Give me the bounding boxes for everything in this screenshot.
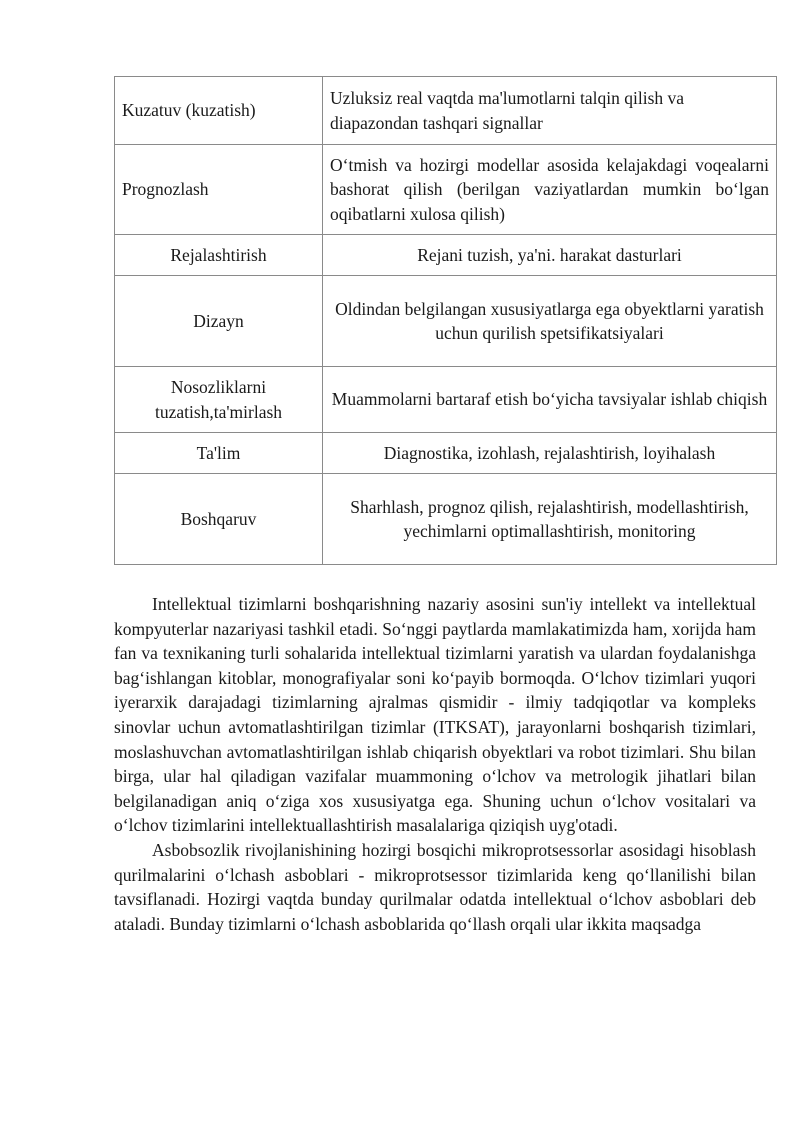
- table-cell-task: Ta'lim: [115, 433, 323, 474]
- table-cell-task: Prognozlash: [115, 145, 323, 235]
- table-cell-description: Muammolarni bartaraf etish bo‘yicha tavsiyalar ishlab chiqish: [323, 367, 777, 433]
- table-cell-task: Boshqaruv: [115, 474, 323, 565]
- table-row: [115, 235, 777, 276]
- table-cell-description: Sharhlash, prognoz qilish, rejalashtirish, modellashtirish, yechimlarni optimallashtirish, monitoring: [323, 474, 777, 565]
- table-cell-task: Dizayn: [115, 276, 323, 367]
- table-row: [115, 474, 777, 565]
- paragraph: Intellektual tizimlarni boshqarishning nazariy asosini sun'iy intellekt va intellektual kompyuterlar nazariyasi tashkil etadi. So‘nggi paytlarda mamlakatimizda ham, xorijda ham fan va texnikaning turli sohalarida intellektual tizimlarni yaratish va ulardan foydalanishga bag‘ishlangan kitoblar, monografiyalar soni ko‘payib bormoqda. O‘lchov tizimlari yuqori iyerarxik darajadagi tizimlarning ajralmas qismidir - ilmiy tadqiqotlar va kompleks sinovlar uchun avtomatlashtirilgan tizimlar (ITKSAT), jarayonlarni boshqarish tizimlari, moslashuvchan avtomatlashtirilgan ishlab chiqarish obyektlari va robot tizimlari. Shu bilan birga, ular hal qiladigan vazifalar muammoning o‘lchov va metrologik jihatlari bilan belgilanadigan aniq o‘ziga xos xususiyatga ega. Shuning uchun o‘lchov vositalari va o‘lchov tizimlarini intellektuallashtirish masalalariga qiziqish uyg'otadi.: [114, 594, 756, 836]
- paragraph: Asbobsozlik rivojlanishining hozirgi bosqichi mikroprotsessorlar asosidagi hisoblash qurilmalarini o‘lchash asboblari - mikroprotsessor tizimlarida keng qo‘llanilishi bilan tavsiflanadi. Hozirgi vaqtda bunday qurilmalar odatda intellektual o‘lchov asboblari deb ataladi. Bunday tizimlarni o‘lchash asboblarida qo‘llash orqali ular ikkita maqsadga: [114, 839, 756, 934]
- table-cell-description: Diagnostika, izohlash, rejalashtirish, loyihalash: [323, 433, 777, 474]
- table-cell-task: Rejalashtirish: [115, 235, 323, 276]
- table-row: [115, 145, 777, 235]
- table-cell-description: Oldindan belgilangan xususiyatlarga ega obyektlarni yaratish uchun qurilish spetsifikatsiyalari: [323, 276, 777, 367]
- table-cell-task: Nosozliklarni tuzatish,ta'mirlash: [115, 367, 323, 433]
- functions-table: [114, 76, 777, 565]
- body-text: [114, 592, 756, 936]
- table-cell-description: O‘tmish va hozirgi modellar asosida kelajakdagi voqealarni bashorat qilish (berilgan vaziyatlardan mumkin bo‘lgan oqibatlarni xulosa qilish): [323, 145, 777, 235]
- table-row: [115, 276, 777, 367]
- table-row: [115, 77, 777, 145]
- table-cell-description: Rejani tuzish, ya'ni. harakat dasturlari: [323, 235, 777, 276]
- table-cell-description: Uzluksiz real vaqtda ma'lumotlarni talqin qilish va diapazondan tashqari signallar: [323, 77, 777, 145]
- table-cell-task: Kuzatuv (kuzatish): [115, 77, 323, 145]
- table-row: [115, 433, 777, 474]
- table-row: [115, 367, 777, 433]
